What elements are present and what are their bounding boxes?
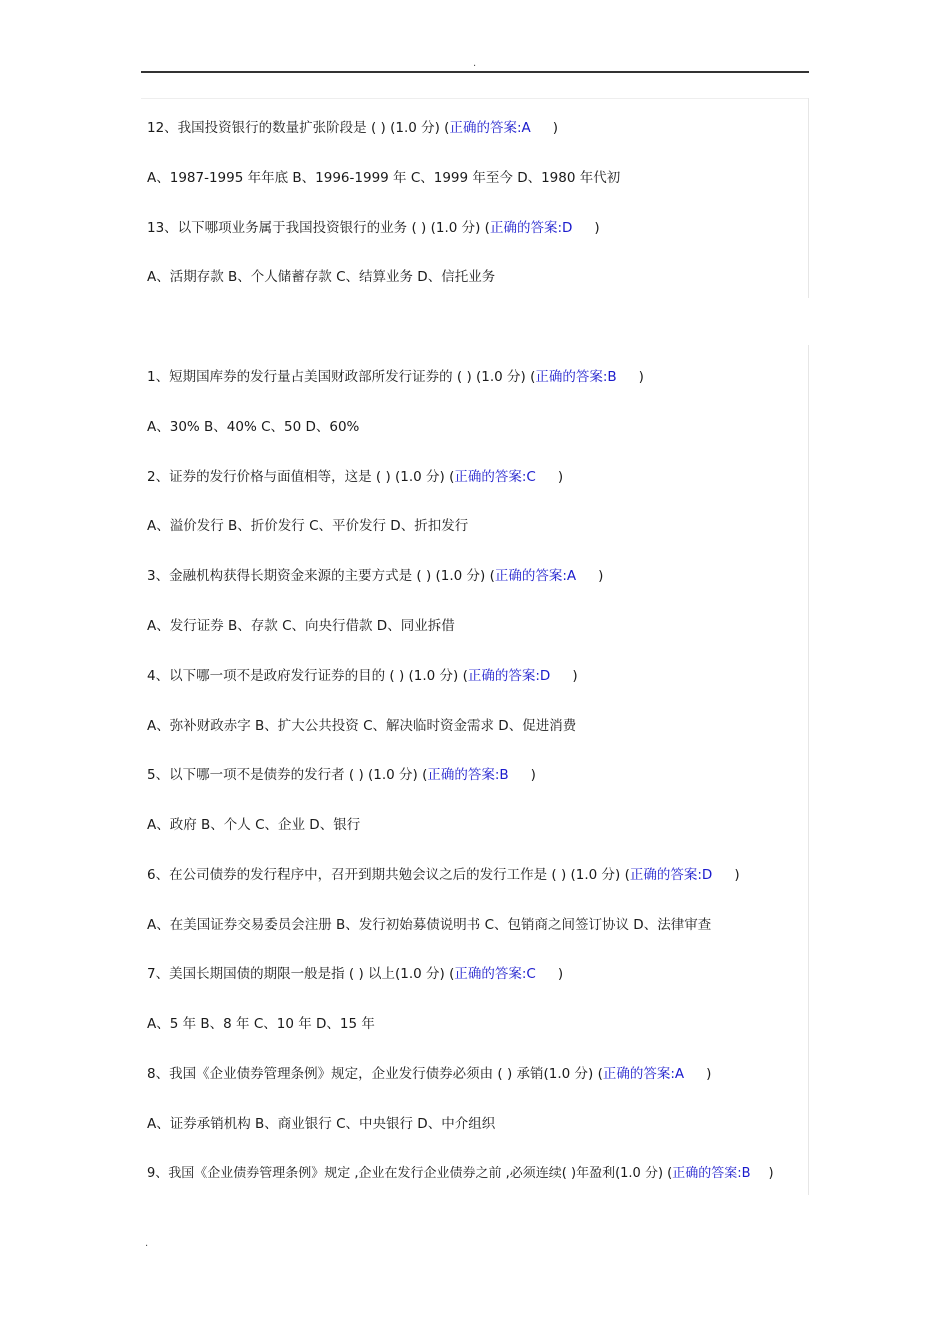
question-4 (147, 667, 578, 685)
section-border-right (808, 98, 809, 298)
header-dot: . (473, 58, 477, 69)
options-4: A、弥补财政赤字 B、扩大公共投资 C、解决临时资金需求 D、促进消费 (147, 718, 577, 734)
question-close: ) (598, 568, 604, 584)
options-2: A、溢价发行 B、折价发行 C、平价发行 D、折扣发行 (147, 518, 469, 534)
question-close: ) (638, 369, 644, 385)
question-text: 13、以下哪项业务属于我国投资银行的业务 ( ) (1.0 分) ( (147, 220, 490, 236)
header-rule (141, 71, 809, 73)
question-text: 7、美国长期国债的期限一般是指 ( ) 以上(1.0 分) ( (147, 966, 455, 982)
correct-answer: 正确的答案:B (535, 369, 617, 385)
correct-answer: 正确的答案:D (629, 867, 713, 883)
question-text: 8、我国《企业债券管理条例》规定，企业发行债券必须由 ( ) 承销(1.0 分) ( (147, 1066, 603, 1082)
options-1: A、30% B、40% C、50 D、60% (147, 419, 360, 435)
question-text: 1、短期国库券的发行量占美国财政部所发行证券的 ( ) (1.0 分) ( (147, 369, 536, 385)
options-7: A、5 年 B、8 年 C、10 年 D、15 年 (147, 1016, 375, 1032)
correct-answer: 正确的答案:A (494, 568, 577, 584)
question-close: ) (734, 867, 740, 883)
question-5 (147, 766, 536, 784)
question-close: ) (594, 220, 600, 236)
question-2 (147, 468, 563, 486)
correct-answer: 正确的答案:C (454, 966, 536, 982)
correct-answer: 正确的答案:C (454, 469, 536, 485)
options-5: A、政府 B、个人 C、企业 D、银行 (147, 817, 361, 833)
correct-answer: 正确的答案:A (602, 1066, 685, 1082)
question-close: ) (530, 767, 536, 783)
question-text: 6、在公司债券的发行程序中，召开到期共勉会议之后的发行工作是 ( ) (1.0 分) ( (147, 867, 630, 883)
section-border-right (808, 345, 809, 1195)
question-text: 9、我国《企业债券管理条例》规定 ,企业在发行企业债券之前 ,必须连续( )年盈利(1.0 分) ( (147, 1166, 673, 1181)
correct-answer: 正确的答案:B (672, 1166, 751, 1181)
question-close: ) (572, 668, 578, 684)
question-text: 12、我国投资银行的数量扩张阶段是 ( ) (1.0 分) ( (147, 120, 450, 136)
question-6 (147, 866, 740, 884)
question-9 (147, 1165, 774, 1183)
question-12 (147, 119, 558, 137)
question-close: ) (557, 966, 564, 982)
question-close: ) (706, 1066, 712, 1082)
question-close: ) (557, 469, 564, 485)
options-12: A、1987-1995 年年底 B、1996-1999 年 C、1999 年至今 D、1980 年代初 (147, 170, 621, 186)
question-text: 3、金融机构获得长期资金来源的主要方式是 ( ) (1.0 分) ( (147, 568, 495, 584)
correct-answer: 正确的答案:D (489, 220, 573, 236)
options-8: A、证券承销机构 B、商业银行 C、中央银行 D、中介组织 (147, 1116, 496, 1132)
question-text: 5、以下哪一项不是债券的发行者 ( ) (1.0 分) ( (147, 767, 428, 783)
correct-answer: 正确的答案:B (427, 767, 509, 783)
question-8 (147, 1065, 711, 1083)
question-close: ) (552, 120, 559, 136)
question-close: ) (768, 1166, 774, 1181)
options-13: A、活期存款 B、个人储蓄存款 C、结算业务 D、信托业务 (147, 269, 496, 285)
question-3 (147, 567, 603, 585)
question-text: 2、证券的发行价格与面值相等，这是 ( ) (1.0 分) ( (147, 469, 455, 485)
options-3: A、发行证券 B、存款 C、向央行借款 D、同业拆借 (147, 618, 455, 634)
options-6: A、在美国证券交易委员会注册 B、发行初始募债说明书 C、包销商之间签订协议 D、法律审查 (147, 917, 712, 933)
question-text: 4、以下哪一项不是政府发行证券的目的 ( ) (1.0 分) ( (147, 668, 468, 684)
correct-answer: 正确的答案:D (467, 668, 551, 684)
question-1 (147, 368, 644, 386)
question-7 (147, 965, 563, 983)
footer-dot: . (145, 1238, 149, 1249)
correct-answer: 正确的答案:A (449, 120, 531, 136)
question-13 (147, 219, 600, 237)
section-border-top (141, 98, 809, 99)
